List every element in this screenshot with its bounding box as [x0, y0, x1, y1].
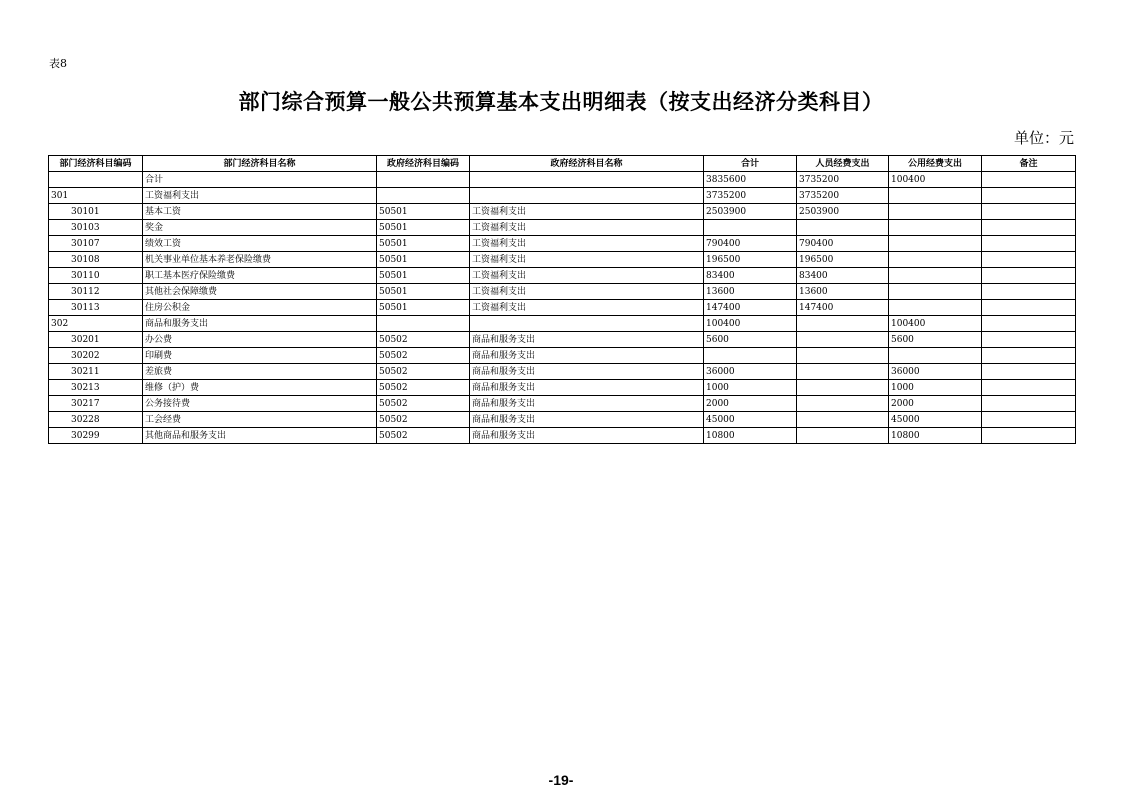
gov-name-cell: 工资福利支出: [470, 284, 704, 300]
table-row: [49, 268, 1076, 284]
dept-name-cell: 公务接待费: [143, 396, 377, 412]
total-cell: 5600: [704, 332, 797, 348]
dept-code-cell: 30299: [49, 428, 143, 444]
total-cell: [704, 220, 797, 236]
header-dept-code: 部门经济科目编码: [49, 156, 143, 172]
gov-code-cell: 50501: [377, 252, 470, 268]
note-cell: [982, 332, 1076, 348]
public-cell: 45000: [889, 412, 982, 428]
note-cell: [982, 380, 1076, 396]
dept-name-cell: 基本工资: [143, 204, 377, 220]
table-row: [49, 412, 1076, 428]
gov-code-cell: 50501: [377, 220, 470, 236]
gov-code-cell: 50502: [377, 396, 470, 412]
gov-name-cell: 商品和服务支出: [470, 332, 704, 348]
gov-name-cell: [470, 188, 704, 204]
table-row: [49, 380, 1076, 396]
note-cell: [982, 348, 1076, 364]
personnel-cell: [797, 364, 889, 380]
table-row: [49, 300, 1076, 316]
dept-code-cell: 30228: [49, 412, 143, 428]
header-personnel: 人员经费支出: [797, 156, 889, 172]
note-cell: [982, 268, 1076, 284]
gov-code-cell: 50502: [377, 332, 470, 348]
dept-name-cell: 职工基本医疗保险缴费: [143, 268, 377, 284]
note-cell: [982, 284, 1076, 300]
dept-name-cell: 商品和服务支出: [143, 316, 377, 332]
dept-code-cell: 30101: [49, 204, 143, 220]
public-cell: 5600: [889, 332, 982, 348]
table-label: 表8: [49, 57, 67, 70]
gov-name-cell: [470, 172, 704, 188]
table-row: [49, 396, 1076, 412]
dept-code-cell: 301: [49, 188, 143, 204]
public-cell: [889, 284, 982, 300]
public-cell: [889, 236, 982, 252]
dept-code-cell: 30113: [49, 300, 143, 316]
header-gov-code: 政府经济科目编码: [377, 156, 470, 172]
public-cell: 10800: [889, 428, 982, 444]
gov-code-cell: 50502: [377, 412, 470, 428]
gov-code-cell: 50501: [377, 236, 470, 252]
public-cell: 2000: [889, 396, 982, 412]
note-cell: [982, 204, 1076, 220]
gov-code-cell: 50502: [377, 428, 470, 444]
dept-code-cell: 30201: [49, 332, 143, 348]
note-cell: [982, 396, 1076, 412]
total-cell: 36000: [704, 364, 797, 380]
gov-code-cell: 50502: [377, 364, 470, 380]
note-cell: [982, 316, 1076, 332]
dept-code-cell: 30107: [49, 236, 143, 252]
gov-code-cell: 50501: [377, 268, 470, 284]
table-body: [49, 172, 1076, 444]
total-cell: 2000: [704, 396, 797, 412]
personnel-cell: 3735200: [797, 188, 889, 204]
total-cell: 790400: [704, 236, 797, 252]
dept-code-cell: 30108: [49, 252, 143, 268]
gov-name-cell: 商品和服务支出: [470, 412, 704, 428]
gov-code-cell: [377, 316, 470, 332]
total-cell: 147400: [704, 300, 797, 316]
table-row: [49, 188, 1076, 204]
note-cell: [982, 300, 1076, 316]
personnel-cell: 790400: [797, 236, 889, 252]
dept-name-cell: 奖金: [143, 220, 377, 236]
personnel-cell: 13600: [797, 284, 889, 300]
dept-code-cell: 302: [49, 316, 143, 332]
personnel-cell: 2503900: [797, 204, 889, 220]
dept-code-cell: 30112: [49, 284, 143, 300]
gov-code-cell: 50501: [377, 300, 470, 316]
gov-name-cell: 商品和服务支出: [470, 348, 704, 364]
note-cell: [982, 188, 1076, 204]
personnel-cell: 196500: [797, 252, 889, 268]
personnel-cell: [797, 412, 889, 428]
table-row: [49, 252, 1076, 268]
table-row: [49, 332, 1076, 348]
personnel-cell: [797, 220, 889, 236]
note-cell: [982, 220, 1076, 236]
personnel-cell: [797, 332, 889, 348]
gov-name-cell: 商品和服务支出: [470, 428, 704, 444]
dept-name-cell: 合计: [143, 172, 377, 188]
note-cell: [982, 428, 1076, 444]
header-note: 备注: [982, 156, 1076, 172]
public-cell: 36000: [889, 364, 982, 380]
public-cell: [889, 268, 982, 284]
gov-name-cell: 工资福利支出: [470, 268, 704, 284]
note-cell: [982, 236, 1076, 252]
header-dept-name: 部门经济科目名称: [143, 156, 377, 172]
public-cell: [889, 348, 982, 364]
page-number: -19-: [548, 772, 574, 788]
dept-name-cell: 其他社会保障缴费: [143, 284, 377, 300]
personnel-cell: [797, 316, 889, 332]
gov-name-cell: 工资福利支出: [470, 236, 704, 252]
note-cell: [982, 364, 1076, 380]
table-row: [49, 348, 1076, 364]
dept-name-cell: 绩效工资: [143, 236, 377, 252]
dept-name-cell: 维修（护）费: [143, 380, 377, 396]
header-gov-name: 政府经济科目名称: [470, 156, 704, 172]
total-cell: 2503900: [704, 204, 797, 220]
dept-code-cell: 30110: [49, 268, 143, 284]
personnel-cell: [797, 380, 889, 396]
total-cell: 3835600: [704, 172, 797, 188]
gov-name-cell: 工资福利支出: [470, 300, 704, 316]
gov-name-cell: 工资福利支出: [470, 220, 704, 236]
total-cell: 3735200: [704, 188, 797, 204]
dept-name-cell: 住房公积金: [143, 300, 377, 316]
dept-name-cell: 工资福利支出: [143, 188, 377, 204]
dept-name-cell: 机关事业单位基本养老保险缴费: [143, 252, 377, 268]
gov-code-cell: 50502: [377, 348, 470, 364]
dept-code-cell: 30217: [49, 396, 143, 412]
dept-name-cell: 办公费: [143, 332, 377, 348]
gov-code-cell: [377, 188, 470, 204]
dept-name-cell: 工会经费: [143, 412, 377, 428]
dept-code-cell: 30213: [49, 380, 143, 396]
total-cell: 13600: [704, 284, 797, 300]
gov-name-cell: [470, 316, 704, 332]
public-cell: [889, 204, 982, 220]
personnel-cell: 83400: [797, 268, 889, 284]
page-title: 部门综合预算一般公共预算基本支出明细表（按支出经济分类科目）: [238, 90, 884, 114]
dept-code-cell: [49, 172, 143, 188]
personnel-cell: 147400: [797, 300, 889, 316]
total-cell: 196500: [704, 252, 797, 268]
note-cell: [982, 252, 1076, 268]
header-public: 公用经费支出: [889, 156, 982, 172]
table-row: [49, 236, 1076, 252]
table-row: [49, 220, 1076, 236]
public-cell: [889, 220, 982, 236]
gov-code-cell: 50501: [377, 284, 470, 300]
total-cell: [704, 348, 797, 364]
total-cell: 45000: [704, 412, 797, 428]
table-row: [49, 204, 1076, 220]
budget-table: [48, 155, 1076, 444]
gov-code-cell: 50501: [377, 204, 470, 220]
table-row: [49, 172, 1076, 188]
gov-name-cell: 商品和服务支出: [470, 396, 704, 412]
table-row: [49, 364, 1076, 380]
gov-name-cell: 商品和服务支出: [470, 380, 704, 396]
personnel-cell: [797, 348, 889, 364]
public-cell: [889, 188, 982, 204]
personnel-cell: [797, 396, 889, 412]
total-cell: 100400: [704, 316, 797, 332]
gov-name-cell: 商品和服务支出: [470, 364, 704, 380]
gov-code-cell: [377, 172, 470, 188]
public-cell: [889, 252, 982, 268]
header-total: 合计: [704, 156, 797, 172]
note-cell: [982, 172, 1076, 188]
total-cell: 1000: [704, 380, 797, 396]
personnel-cell: [797, 428, 889, 444]
total-cell: 10800: [704, 428, 797, 444]
dept-name-cell: 差旅费: [143, 364, 377, 380]
public-cell: [889, 300, 982, 316]
dept-code-cell: 30211: [49, 364, 143, 380]
table-row: [49, 284, 1076, 300]
dept-name-cell: 印刷费: [143, 348, 377, 364]
public-cell: 1000: [889, 380, 982, 396]
dept-name-cell: 其他商品和服务支出: [143, 428, 377, 444]
gov-code-cell: 50502: [377, 380, 470, 396]
table-row: [49, 428, 1076, 444]
public-cell: 100400: [889, 316, 982, 332]
total-cell: 83400: [704, 268, 797, 284]
unit-label: 单位：元: [1013, 129, 1074, 147]
note-cell: [982, 412, 1076, 428]
header-row: [49, 156, 1076, 172]
public-cell: 100400: [889, 172, 982, 188]
table-row: [49, 316, 1076, 332]
dept-code-cell: 30103: [49, 220, 143, 236]
dept-code-cell: 30202: [49, 348, 143, 364]
personnel-cell: 3735200: [797, 172, 889, 188]
gov-name-cell: 工资福利支出: [470, 204, 704, 220]
gov-name-cell: 工资福利支出: [470, 252, 704, 268]
